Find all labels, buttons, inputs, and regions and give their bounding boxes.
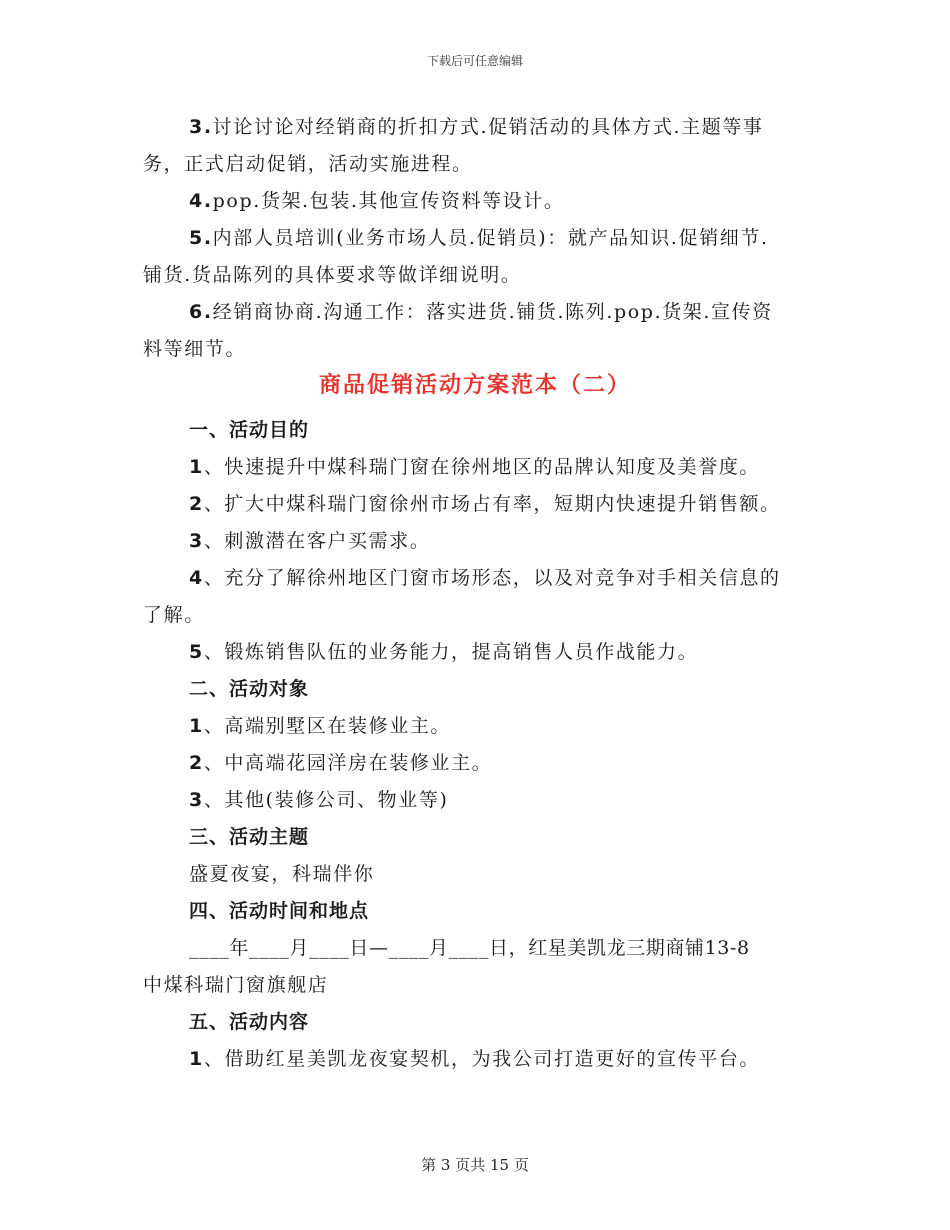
list-item — [189, 455, 760, 479]
item-number: 3. — [189, 116, 213, 138]
item-text: pop.货架.包装.其他宣传资料等设计。 — [212, 190, 565, 212]
list-item — [189, 566, 781, 590]
item-number: 6. — [189, 301, 213, 323]
list-item — [189, 640, 698, 664]
section-heading: 三、活动主题 — [189, 826, 310, 848]
item-number: 5 — [189, 641, 204, 663]
list-item — [189, 529, 430, 553]
paragraph: ____年____月____日—____月____日，红星美凯龙三期商铺13-8 — [189, 937, 750, 959]
item-text: 经销商协商.沟通工作：落实进货.铺货.陈列.pop.货架.宣传资 — [212, 301, 773, 323]
item-text: 务，正式启动促销，活动实施进程。 — [143, 153, 473, 175]
section-title: 商品促销活动方案范本（二） — [318, 373, 631, 398]
list-item-continuation — [143, 337, 246, 361]
item-number: 3 — [189, 789, 204, 811]
paragraph: 盛夏夜宴，科瑞伴你 — [189, 863, 375, 885]
page-header: 下载后可任意编辑 — [426, 54, 523, 68]
item-text: 、充分了解徐州地区门窗市场形态，以及对竞争对手相关信息的 — [203, 567, 781, 589]
item-text: 铺货.货品陈列的具体要求等做详细说明。 — [143, 264, 522, 286]
item-text: 、锻炼销售队伍的业务能力，提高销售人员作战能力。 — [203, 641, 699, 663]
item-text: 讨论讨论对经销商的折扣方式.促销活动的具体方式.主题等事 — [212, 116, 764, 138]
item-text: 、其他(装修公司、物业等) — [203, 789, 449, 811]
item-text: 、刺激潜在客户买需求。 — [203, 530, 431, 552]
list-item-continuation — [143, 152, 473, 176]
item-number: 4. — [189, 190, 213, 212]
item-text: 料等细节。 — [143, 338, 247, 360]
item-number: 2 — [189, 752, 204, 774]
list-item — [189, 788, 448, 812]
item-text: 、高端别墅区在装修业主。 — [203, 715, 452, 737]
list-item — [189, 714, 451, 738]
section-heading: 五、活动内容 — [189, 1011, 310, 1033]
item-number: 2 — [189, 493, 204, 515]
item-text: 、中高端花园洋房在装修业主。 — [203, 752, 493, 774]
item-text: 内部人员培训(业务市场人员.促销员)：就产品知识.促销细节. — [212, 227, 769, 249]
item-text: 了解。 — [143, 604, 205, 626]
list-item — [189, 226, 769, 250]
item-number: 4 — [189, 567, 204, 589]
list-item — [189, 1047, 760, 1071]
page-footer: 第 3 页共 15 页 — [421, 1156, 529, 1174]
section-heading: 四、活动时间和地点 — [189, 900, 370, 922]
list-item — [189, 300, 773, 324]
list-item — [189, 115, 764, 139]
item-number: 3 — [189, 530, 204, 552]
section-heading: 一、活动目的 — [189, 419, 310, 441]
item-number: 1 — [189, 1048, 204, 1070]
item-text: 、快速提升中煤科瑞门窗在徐州地区的品牌认知度及美誉度。 — [203, 456, 761, 478]
item-text: 、扩大中煤科瑞门窗徐州市场占有率，短期内快速提升销售额。 — [203, 493, 781, 515]
list-item — [189, 751, 492, 775]
list-item-continuation — [143, 263, 521, 287]
list-item — [189, 492, 781, 516]
paragraph-continuation: 中煤科瑞门窗旗舰店 — [143, 974, 329, 996]
item-text: 、借助红星美凯龙夜宴契机，为我公司打造更好的宣传平台。 — [203, 1048, 761, 1070]
item-number: 1 — [189, 456, 204, 478]
item-number: 1 — [189, 715, 204, 737]
section-heading: 二、活动对象 — [189, 678, 310, 700]
list-item-continuation — [143, 603, 205, 627]
item-number: 5. — [189, 227, 213, 249]
list-item — [189, 189, 565, 213]
